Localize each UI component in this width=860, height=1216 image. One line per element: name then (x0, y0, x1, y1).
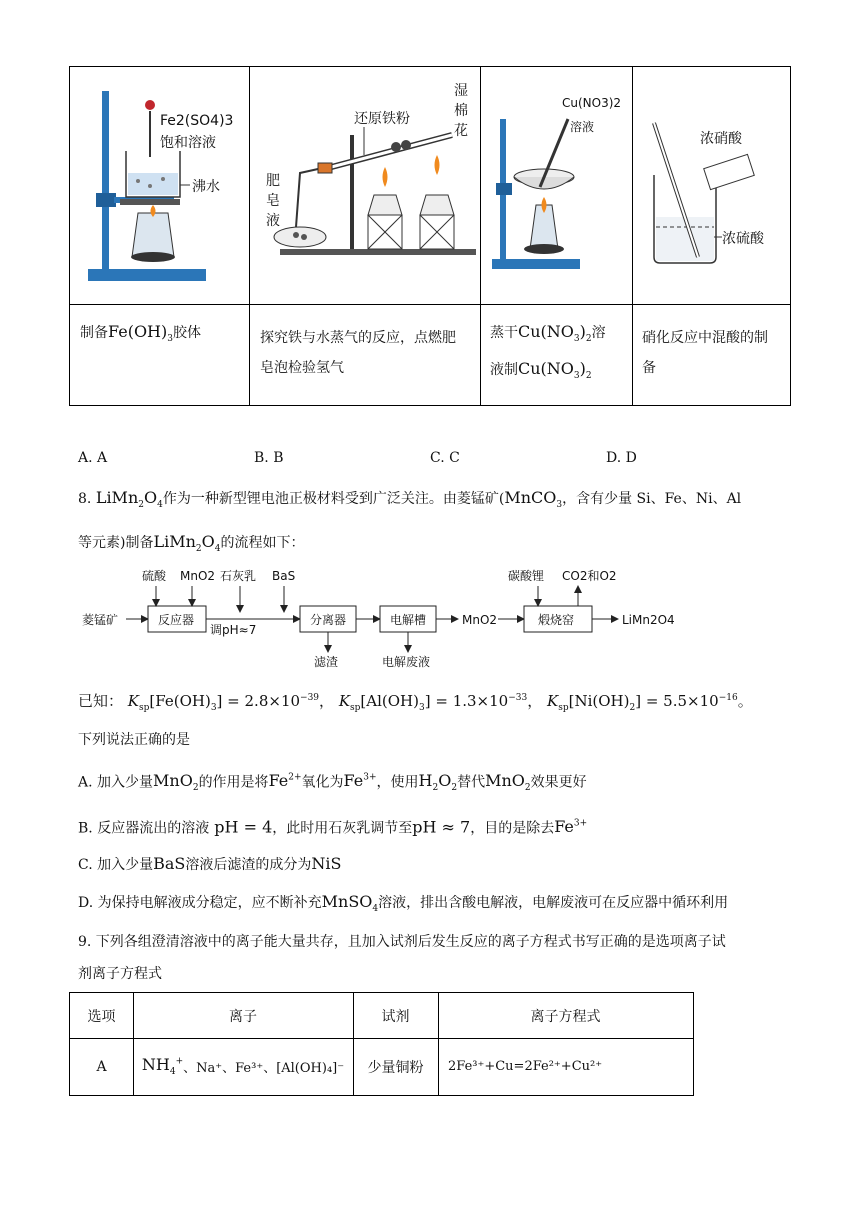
header-equation: 离子方程式 (530, 1008, 601, 1025)
q8-option-d[interactable]: D. 为保持电解液成分稳定，应不断补充MnSO$_4$溶液，排出含酸电解液，电解废液可在反应器中循环利用 (78, 892, 729, 915)
q9-stem-line2: 剂离子方程式 (78, 966, 162, 982)
flow-reagent-sulfuric: 硫酸 (142, 569, 167, 583)
flow-box-electrolyzer: 电解槽 (390, 613, 427, 627)
apparatus-table (69, 66, 791, 406)
cotton-label-2: 花 (454, 123, 468, 139)
row-a-option: A (96, 1058, 107, 1075)
saturated-solution-label: 饱和溶液 (160, 135, 216, 151)
solution-label: 溶液 (570, 120, 595, 134)
mixed-acid-apparatus (640, 87, 790, 287)
q7-option-a[interactable]: A. A (78, 450, 108, 466)
soap-label-3: 液 (266, 213, 280, 229)
q8-intro-line1: 8. $LiMn_2O_4$作为一种新型锂电池正极材料受到广泛关注。由菱锰矿(MnCO$_3$，含有少量 Si、Fe、Ni、Al (78, 488, 742, 511)
flow-waste-electrolyte: 电解废液 (382, 655, 431, 669)
flow-gas-products: CO2和O2 (562, 569, 617, 583)
flow-box-kiln: 煅烧窑 (538, 613, 575, 627)
flow-reagent-lime: 石灰乳 (220, 569, 257, 583)
flow-reagent-mno2: MnO2 (180, 569, 216, 583)
reduced-iron-label: 还原铁粉 (354, 111, 410, 127)
q8-option-a[interactable]: A. 加入少量MnO$_2$的作用是将$Fe^{2+}$氧化为$Fe^{3+}$，使用$H_2O_2$替代MnO$_2$效果更好 (78, 771, 587, 794)
flow-start: 菱锰矿 (82, 613, 119, 627)
process-flowchart (78, 562, 718, 674)
conc-nitric-label: 浓硝酸 (700, 131, 742, 147)
q8-intro-line2: 等元素)制备$LiMn_2O_4$的流程如下： (78, 532, 305, 555)
iron-steam-apparatus (256, 77, 478, 293)
row-a-reagent: 少量铜粉 (367, 1059, 424, 1076)
caption-4: 硝化反应中混酸的制 备 (642, 330, 768, 376)
row-a-ions: $NH_4^+$ 、Na⁺、Fe³⁺、[Al(OH)₄]⁻ (141, 1055, 345, 1078)
q8-option-c[interactable]: C. 加入少量BaS溶液后滤渣的成分为NiS (78, 854, 342, 873)
flow-ph-label: 调pH≈7 (210, 623, 257, 637)
q8-question: 下列说法正确的是 (78, 732, 190, 748)
fe2so43-label: Fe2(SO4)3 (160, 113, 234, 129)
ion-table (69, 992, 694, 1096)
q7-option-b[interactable]: B. B (254, 450, 284, 466)
cu-no3-2-label: Cu(NO3)2 (562, 96, 622, 110)
caption-3: 蒸干$Cu(NO_3)_2$溶 液制$Cu(NO_3)_2$ (490, 322, 606, 382)
soap-label-2: 皂 (266, 193, 280, 209)
evaporation-apparatus (486, 79, 628, 293)
soap-label-1: 肥 (266, 173, 280, 189)
flow-reagent-bas: BaS (272, 569, 296, 583)
header-option: 选项 (87, 1008, 116, 1025)
ksp-line: 已知： $K_{sp}[Fe(OH)_3] = 2.8\times 10^{-39}$， $K_{sp}[Al(OH)_3] = 1.3\times 10^{-33}$， $K_{sp}[Ni(OH)_2] = 5.5\times 10^{-16}$。 (78, 692, 753, 713)
q7-option-d[interactable]: D. D (606, 450, 637, 466)
q9-stem-line1: 9. 下列各组澄清溶液中的离子能大量共存，且加入试剂后发生反应的离子方程式书写正确的是选项离子试 (78, 934, 726, 950)
header-reagent: 试剂 (381, 1008, 410, 1025)
row-a-equation: 2Fe³⁺+Cu=2Fe²⁺+Cu²⁺ (448, 1059, 603, 1074)
flow-box-separator: 分离器 (310, 613, 347, 627)
header-ions: 离子 (229, 1008, 257, 1025)
conc-sulfuric-label: 浓硫酸 (722, 231, 764, 247)
caption-2: 探究铁与水蒸气的反应，点燃肥 皂泡检验氢气 (260, 330, 456, 376)
flow-filter-residue: 滤渣 (314, 655, 339, 669)
caption-1: 制备$Fe(OH)_3$胶体 (80, 322, 201, 345)
wet-label: 湿 (454, 83, 468, 99)
flow-box-reactor: 反应器 (158, 613, 195, 627)
q8-option-b[interactable]: B. 反应器流出的溶液 pH = 4，此时用石灰乳调节至pH ≈ 7，目的是除去$Fe^{3+}$ (78, 817, 588, 837)
flow-mid-product: MnO2 (462, 613, 498, 627)
fe-oh3-colloid-apparatus (78, 81, 244, 293)
q7-option-c[interactable]: C. C (430, 450, 460, 466)
boiling-water-label: 沸水 (192, 179, 220, 195)
flow-end-product: LiMn2O4 (622, 613, 675, 627)
cotton-label-1: 棉 (454, 103, 468, 119)
flow-reagent-li2co3: 碳酸锂 (508, 569, 545, 583)
